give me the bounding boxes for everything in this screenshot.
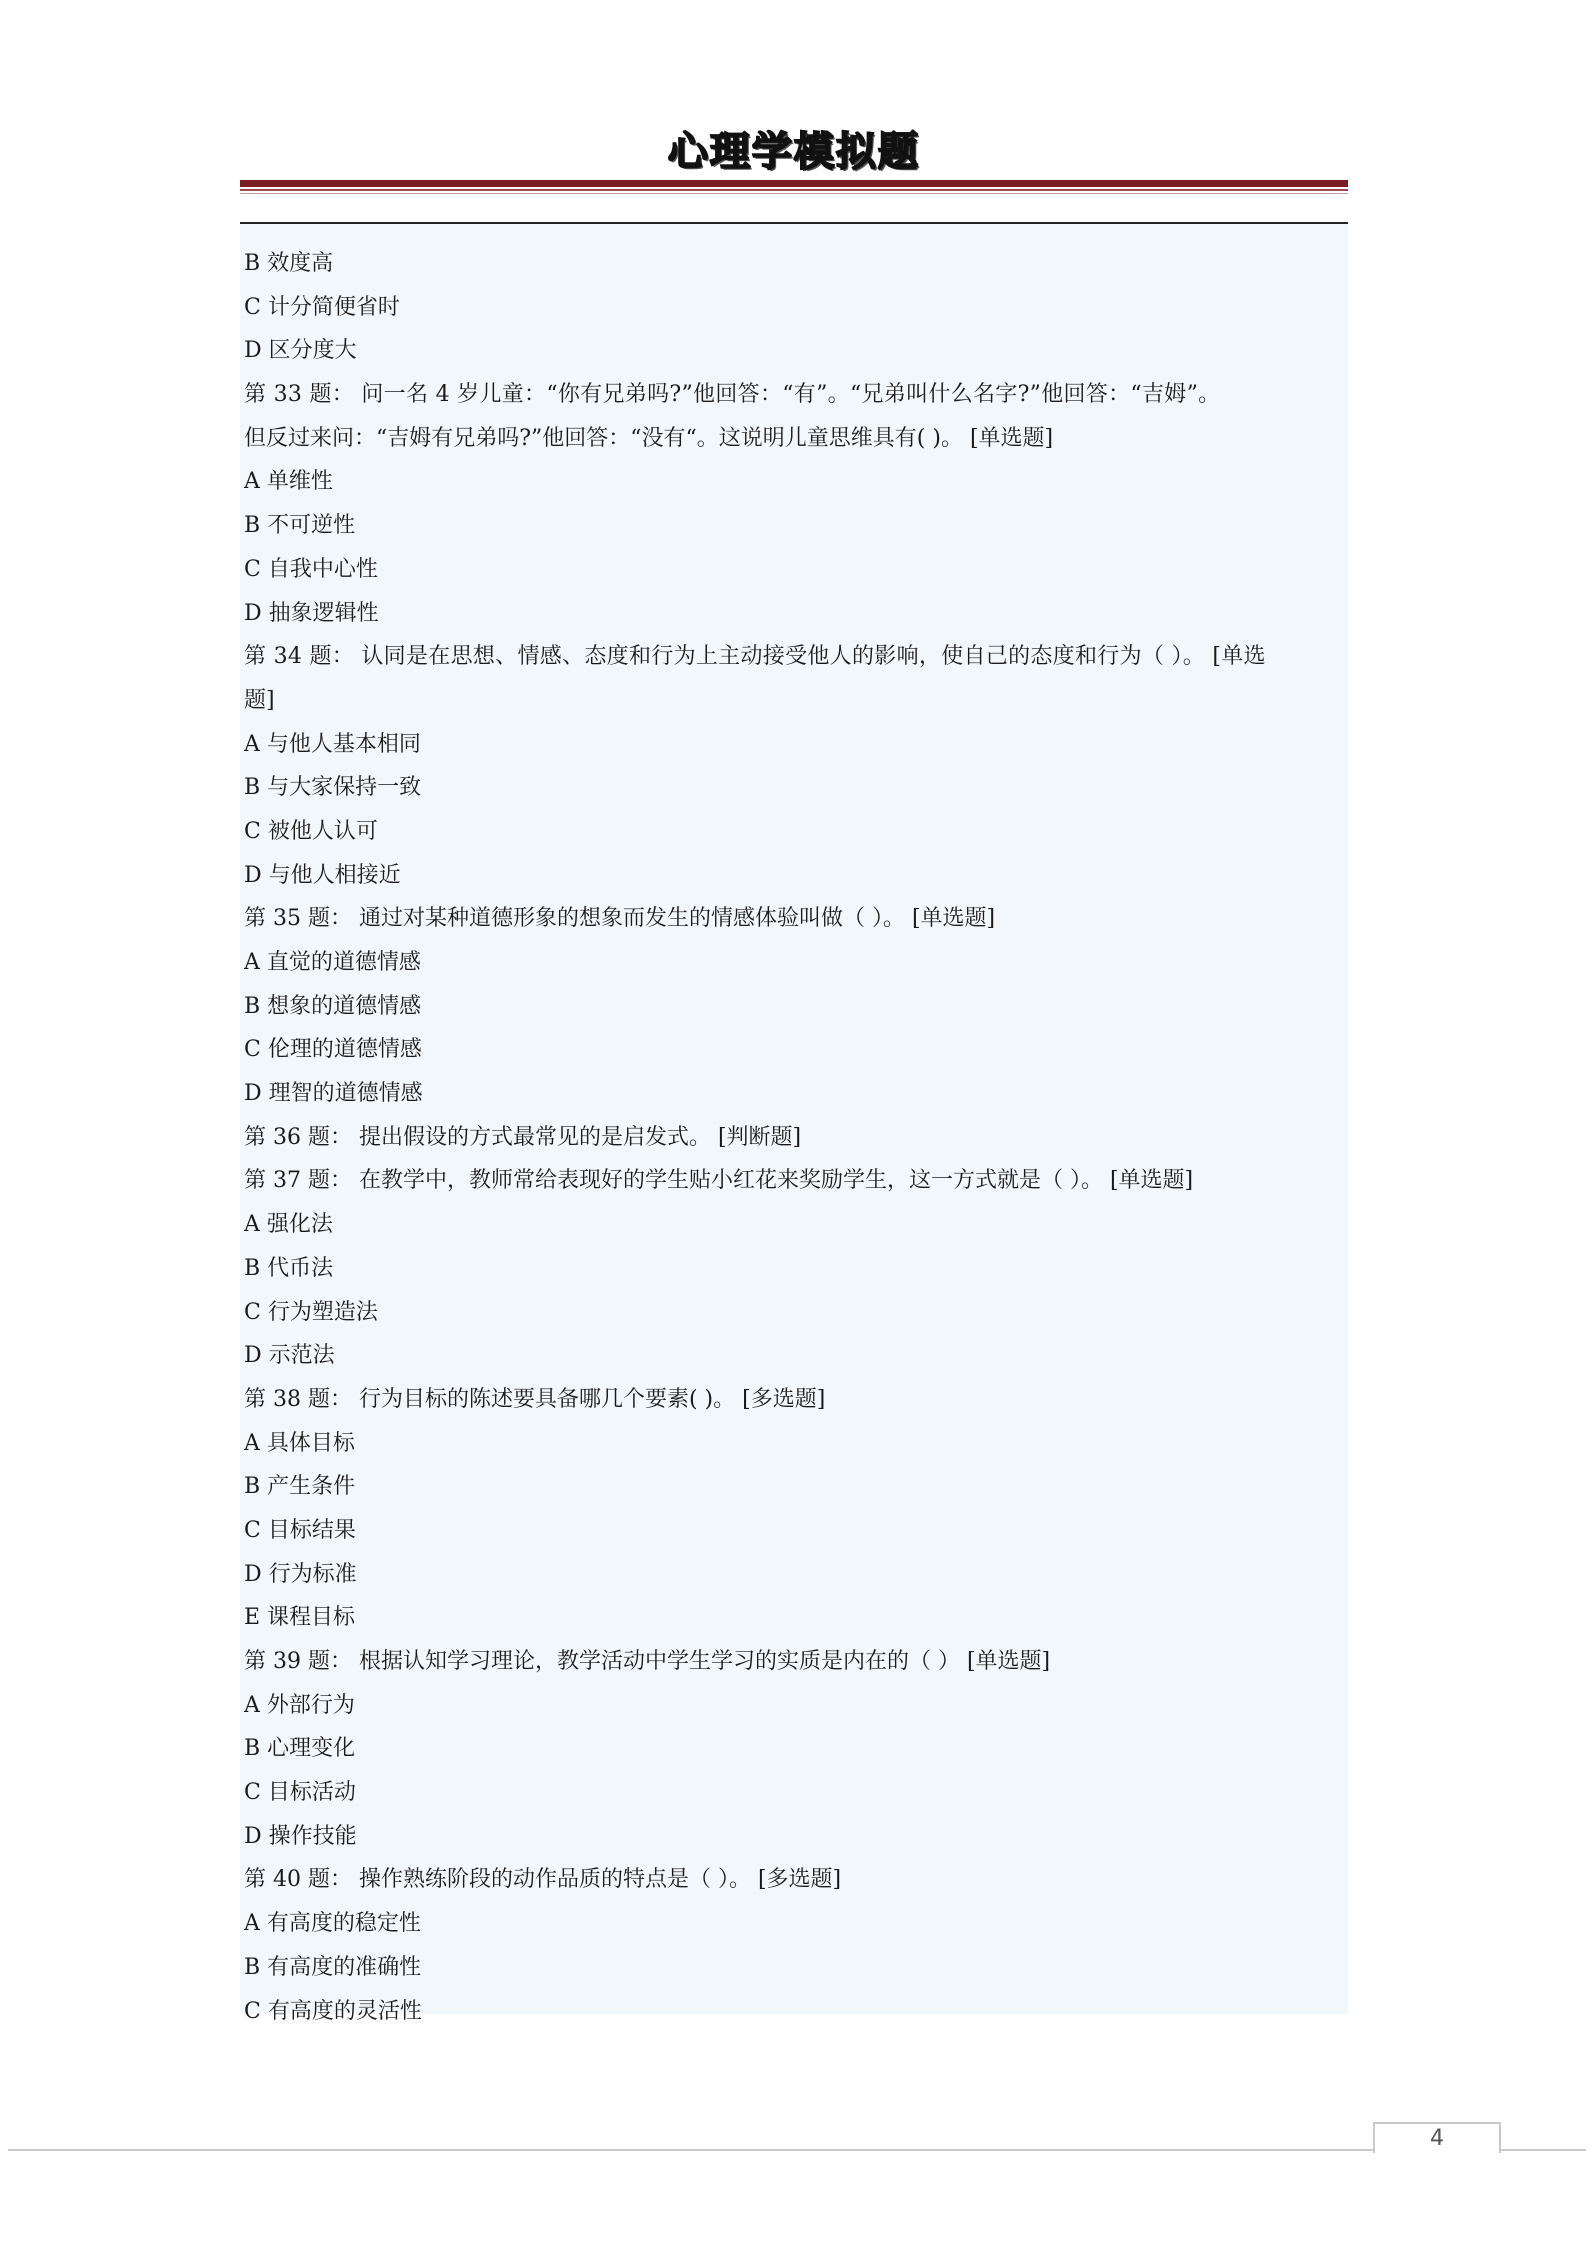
option-line: A 强化法	[244, 1212, 333, 1238]
header-divider-thin	[240, 189, 1348, 191]
option-line: C 被他人认可	[244, 818, 378, 844]
question-33-text: 第 33 题： 问一名 4 岁儿童：“你有兄弟吗?”他回答：“有”。“兄弟叫什么名字?”他回答：“吉姆”。	[244, 382, 1221, 408]
page-number-tab	[1373, 2122, 1501, 2153]
option-line: B 与大家保持一致	[244, 775, 422, 801]
page-number: 4	[1430, 2126, 1444, 2151]
option-line: D 理智的道德情感	[244, 1081, 423, 1107]
option-line: A 有高度的稳定性	[244, 1911, 421, 1937]
option-line: D 行为标准	[244, 1561, 357, 1587]
question-content	[240, 222, 1348, 2024]
question-35-text: 第 35 题： 通过对某种道德形象的想象而发生的情感体验叫做（ ）。 [单选题]	[244, 906, 996, 932]
option-line: D 操作技能	[244, 1823, 357, 1849]
option-line: C 行为塑造法	[244, 1299, 378, 1325]
header-divider	[240, 180, 1348, 187]
option-line: C 自我中心性	[244, 556, 378, 582]
question-36-text: 第 36 题： 提出假设的方式最常见的是启发式。 [判断题]	[244, 1124, 802, 1150]
option-line: A 直觉的道德情感	[244, 950, 421, 975]
question-40-text: 第 40 题： 操作熟练阶段的动作品质的特点是（ ）。 [多选题]	[244, 1867, 842, 1893]
option-line: C 目标结果	[244, 1517, 356, 1543]
option-line: C 目标活动	[244, 1780, 356, 1806]
option-line: B 代币法	[244, 1255, 334, 1281]
header-divider-hairline	[240, 193, 1348, 194]
question-33-text-continued: 但反过来问：“吉姆有兄弟吗?”他回答：“没有“。这说明儿童思维具有( )。 [单选题]	[244, 425, 1054, 451]
option-line: D 与他人相接近	[244, 862, 401, 888]
footer-divider	[8, 2149, 1374, 2151]
question-list	[244, 242, 1342, 2033]
option-line: B 有高度的准确性	[244, 1954, 422, 1980]
option-line: C 伦理的道德情感	[244, 1037, 422, 1063]
question-34-text: 第 34 题： 认同是在思想、情感、态度和行为上主动接受他人的影响，使自己的态度和行为（ ）。 [单选	[244, 644, 1266, 670]
option-line: A 单维性	[244, 469, 333, 495]
page-title: 心理学模拟题	[668, 129, 920, 175]
question-34-text-continued: 题]	[244, 687, 275, 713]
option-line: A 与他人基本相同	[244, 731, 421, 757]
footer-divider-right	[1499, 2149, 1586, 2151]
option-line: B 心理变化	[244, 1736, 356, 1762]
question-39-text: 第 39 题： 根据认知学习理论，教学活动中学生学习的实质是内在的（ ） [单选题]	[244, 1649, 1051, 1674]
page-header	[240, 112, 1348, 230]
option-line: D 区分度大	[244, 338, 357, 364]
option-line: D 示范法	[244, 1343, 335, 1369]
option-line: B 想象的道德情感	[244, 993, 422, 1019]
option-line: A 具体目标	[244, 1430, 355, 1456]
question-37-text: 第 37 题： 在教学中，教师常给表现好的学生贴小红花来奖励学生，这一方式就是（ ）。 [单选题]	[244, 1168, 1194, 1194]
option-line: A 外部行为	[244, 1692, 355, 1718]
option-line: C 有高度的灵活性	[244, 1998, 422, 2024]
option-line: B 产生条件	[244, 1474, 356, 1500]
option-line: B 效度高	[244, 251, 334, 276]
option-line: C 计分简便省时	[244, 294, 400, 320]
option-line: B 不可逆性	[244, 513, 356, 539]
option-line: D 抽象逻辑性	[244, 600, 379, 626]
option-line: E 课程目标	[244, 1605, 356, 1631]
question-38-text: 第 38 题： 行为目标的陈述要具备哪几个要素( )。 [多选题]	[244, 1386, 826, 1412]
